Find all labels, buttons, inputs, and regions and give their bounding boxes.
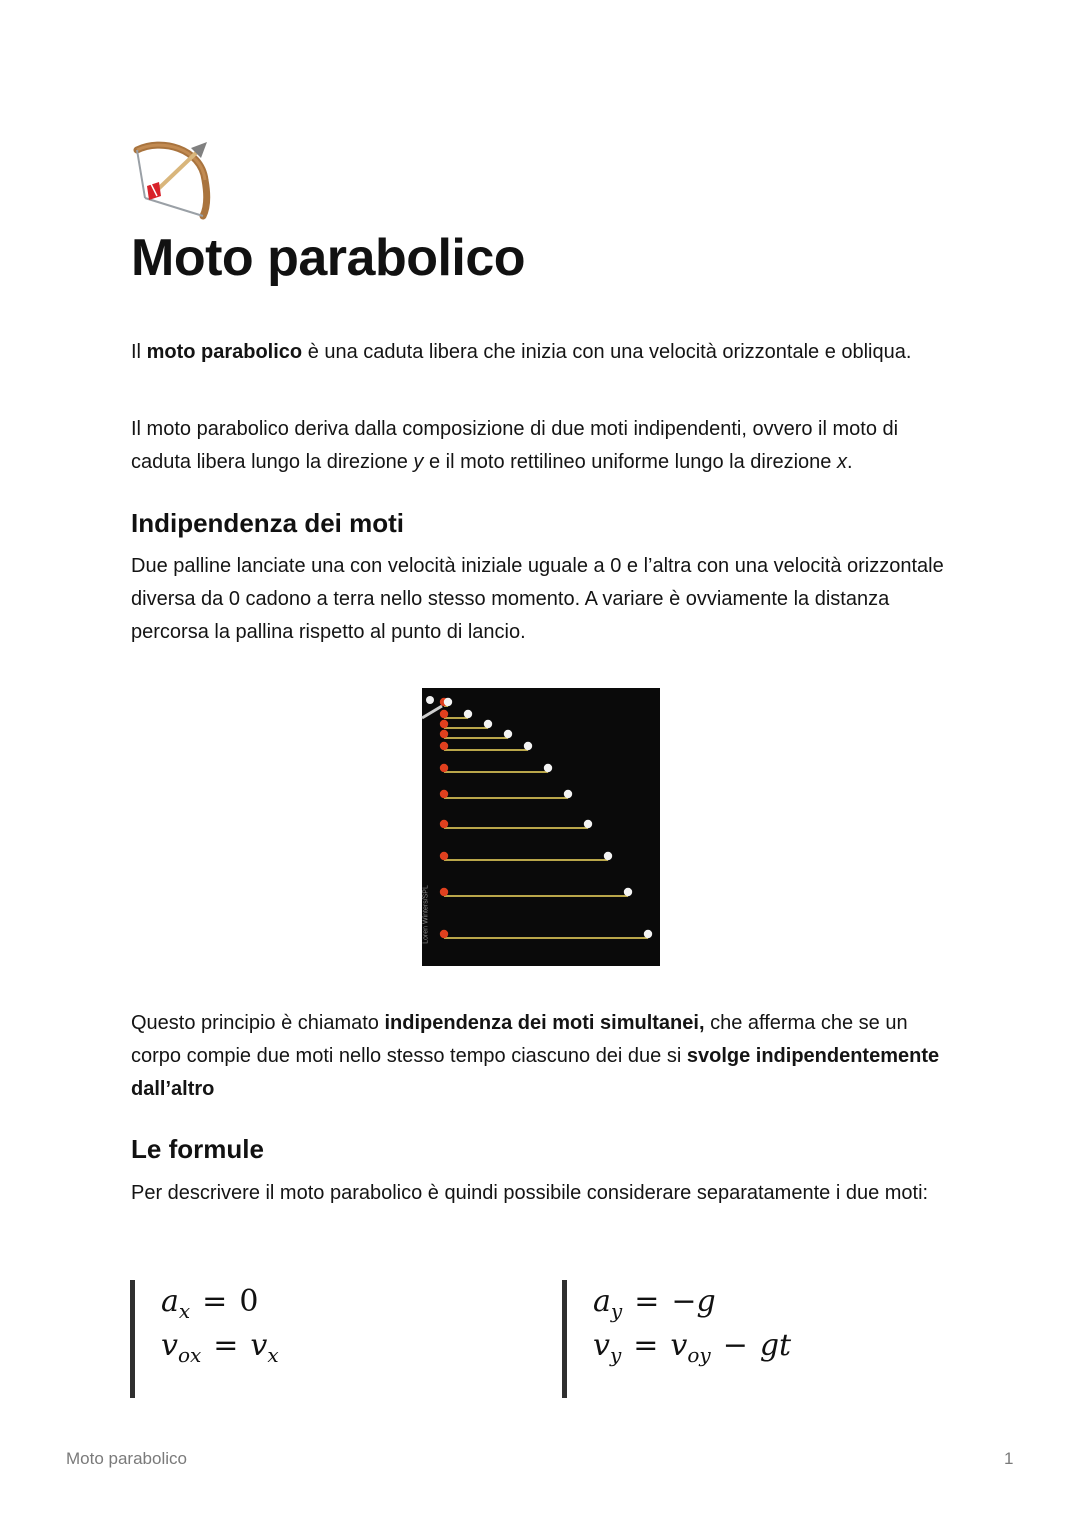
red-ball — [440, 720, 448, 728]
photo-credit: Loren Winters/SPL — [422, 885, 430, 944]
intro-paragraph-2: Il moto parabolico deriva dalla composizione di due moti indipendenti, ovvero il moto di caduta libera lungo la direzione y e il moto rettilineo uniforme lungo la direzione x. — [131, 418, 899, 473]
section1-paragraph-2: Questo principio è chiamato indipendenza dei moti simultanei, che afferma che se un corpo compie due moti nello stesso tempo ciascuno dei due si svolge indipendentemente dall’altro — [131, 1012, 940, 1100]
formula-block-x — [130, 1280, 279, 1398]
formula-ax: $a_x = 0$ — [161, 1284, 259, 1323]
red-ball — [440, 742, 448, 750]
red-ball — [440, 888, 448, 896]
section-heading-indipendenza: Indipendenza dei moti — [131, 508, 405, 538]
red-ball — [440, 820, 448, 828]
red-ball — [440, 730, 448, 738]
white-ball — [624, 888, 632, 896]
formula-vox: $v_{ox} = v_x$ — [161, 1328, 279, 1367]
term-moto-parabolico: moto parabolico — [146, 341, 303, 363]
section2-paragraph-1: Per descrivere il moto parabolico è quindi possibile considerare separatamente i due moti: — [131, 1182, 929, 1204]
white-ball — [464, 710, 472, 718]
red-ball — [440, 930, 448, 938]
white-ball — [444, 698, 452, 706]
launcher-arm — [422, 706, 442, 718]
footer-page-number: 1 — [1004, 1449, 1014, 1468]
falling-balls-photo — [408, 686, 662, 968]
footer-title: Moto parabolico — [66, 1449, 187, 1468]
formula-block-y — [562, 1280, 791, 1398]
white-ball — [604, 852, 612, 860]
red-ball — [440, 790, 448, 798]
white-ball — [524, 742, 532, 750]
red-ball — [440, 852, 448, 860]
launcher-ball — [426, 696, 434, 704]
intro-paragraph-1: Il moto parabolico è una caduta libera che inizia con una velocità orizzontale e obliqua. — [131, 341, 912, 363]
white-ball — [564, 790, 572, 798]
formula-ay: $a_y = -g$ — [593, 1284, 716, 1323]
white-ball — [504, 730, 512, 738]
page-title: Moto parabolico — [131, 229, 526, 287]
bow-and-arrow-icon — [131, 140, 213, 220]
red-ball — [440, 764, 448, 772]
white-ball — [584, 820, 592, 828]
white-ball — [484, 720, 492, 728]
formula-vy: $v_y = v_{oy}$ − gt — [593, 1328, 792, 1367]
white-ball — [644, 930, 652, 938]
section-heading-formule: Le formule — [131, 1134, 264, 1164]
white-ball — [544, 764, 552, 772]
section1-paragraph-1: Due palline lanciate una con velocità iniziale uguale a 0 e l’altra con una velocità orizzontale diversa da 0 cadono a terra nello stesso momento. A variare è ovviamente la distanza percorsa la pallina rispetto al punto di lancio. — [131, 555, 944, 643]
red-ball — [440, 710, 448, 718]
